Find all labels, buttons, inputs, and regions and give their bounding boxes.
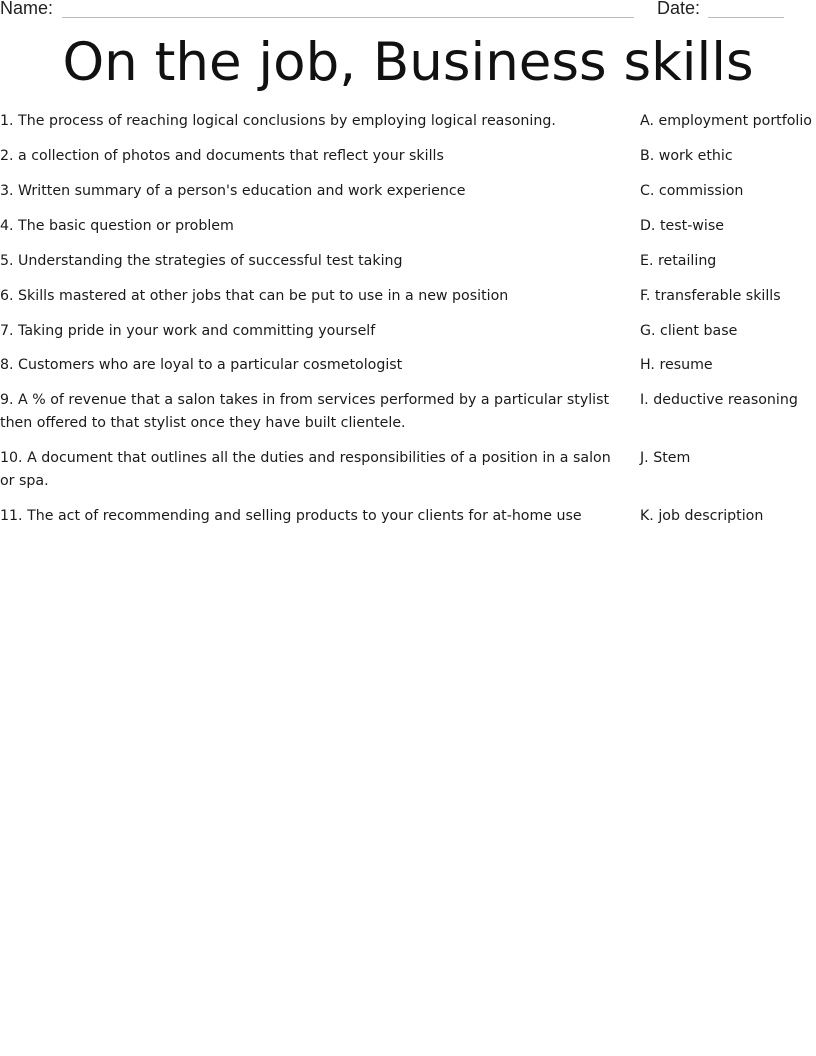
question-item: 1. The process of reaching logical conclusions by employing logical reasoning. bbox=[0, 113, 556, 129]
worksheet-header bbox=[0, 0, 816, 24]
question-item: 6. Skills mastered at other jobs that can be put to use in a new position bbox=[0, 288, 509, 304]
question-item: 3. Written summary of a person's education and work experience bbox=[0, 183, 466, 199]
answer-item: A. employment portfolio bbox=[640, 113, 812, 129]
answer-item: K. job description bbox=[640, 508, 764, 524]
question-item: 9. A % of revenue that a salon takes in from services performed by a particular stylist then offered to that stylist once they have built clientele. bbox=[0, 392, 610, 431]
question-item: 5. Understanding the strategies of successful test taking bbox=[0, 253, 403, 269]
answer-item: F. transferable skills bbox=[640, 288, 781, 304]
answer-item: B. work ethic bbox=[640, 148, 733, 164]
question-item: 11. The act of recommending and selling products to your clients for at-home use bbox=[0, 508, 582, 524]
question-item: 4. The basic question or problem bbox=[0, 218, 234, 234]
answer-item: D. test-wise bbox=[640, 218, 724, 234]
question-item: 8. Customers who are loyal to a particular cosmetologist bbox=[0, 357, 403, 373]
question-item: 7. Taking pride in your work and committing yourself bbox=[0, 323, 376, 339]
worksheet-title: On the job, Business skills bbox=[62, 32, 754, 93]
date-label: Date: bbox=[657, 0, 701, 18]
answer-item: J. Stem bbox=[640, 450, 691, 466]
date-blank-line bbox=[708, 17, 784, 18]
answer-item: G. client base bbox=[640, 323, 738, 339]
answer-item: I. deductive reasoning bbox=[640, 392, 798, 408]
answer-item: E. retailing bbox=[640, 253, 717, 269]
answer-item: H. resume bbox=[640, 357, 713, 373]
question-item: 2. a collection of photos and documents that reflect your skills bbox=[0, 148, 444, 164]
name-label: Name: bbox=[0, 0, 54, 18]
name-blank-line bbox=[62, 17, 634, 18]
question-item: 10. A document that outlines all the duties and responsibilities of a position in a salon or spa. bbox=[0, 450, 611, 489]
answer-item: C. commission bbox=[640, 183, 744, 199]
